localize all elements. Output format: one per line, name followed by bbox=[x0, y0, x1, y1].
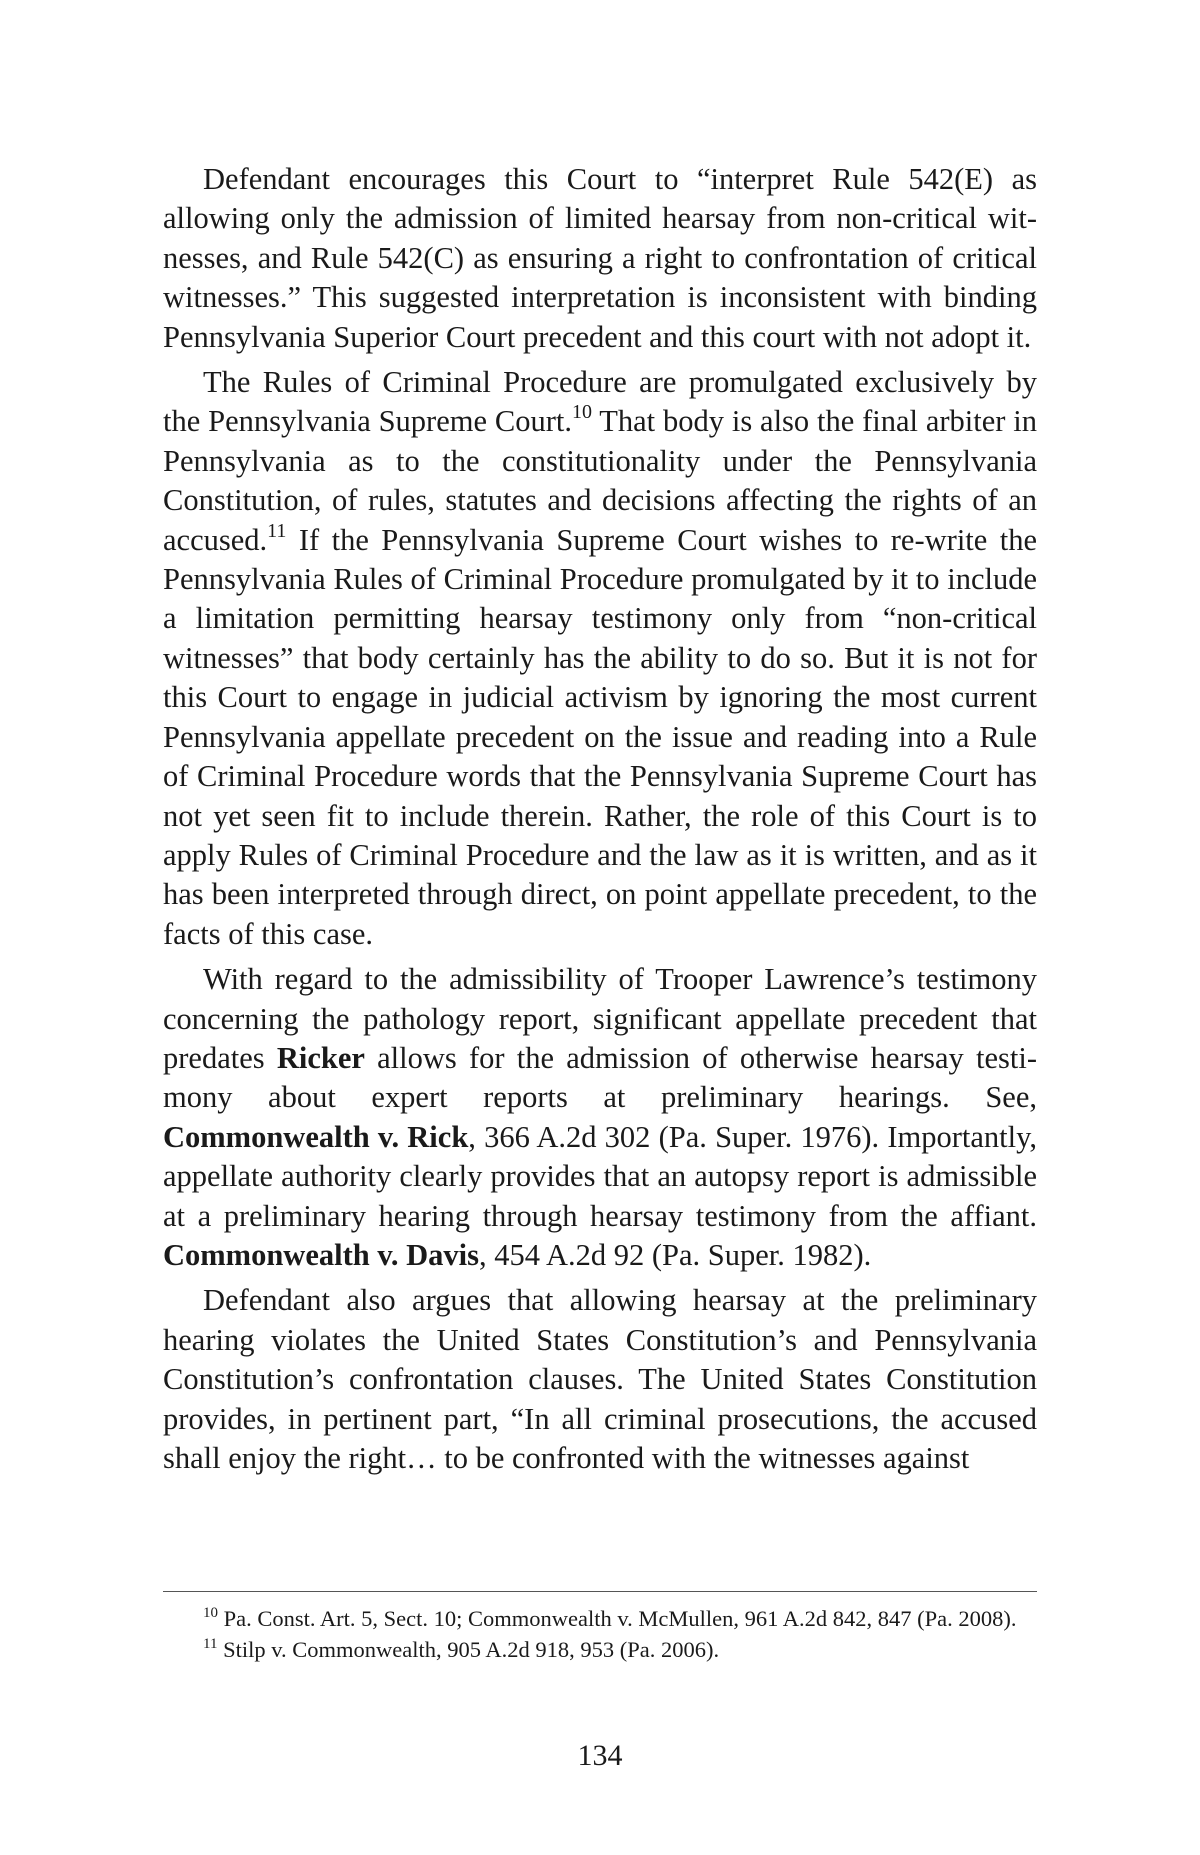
paragraph-3-part-g: , 454 A.2d 92 (Pa. Super. 1982). bbox=[479, 1237, 872, 1272]
case-name-commonwealth-v-davis: Commonwealth v. Davis bbox=[163, 1237, 480, 1272]
case-name-ricker: Ricker bbox=[276, 1040, 365, 1075]
paragraph-3 bbox=[163, 960, 1037, 1275]
footnote-divider bbox=[163, 1591, 1037, 1592]
paragraph-4-text: Defendant also argues that allowing hearsay at the preliminary hearing violates the United States Constitution’s and Pennsylvania Constitution’s confrontation clauses. The United States Constitution provides, in pertinent part, “In all criminal prosecutions, the accused shall enjoy the right… to be confronted with the witnesses against bbox=[163, 1283, 1037, 1475]
paragraph-1-text: Defendant encourages this Court to “interpret Rule 542(E) as allowing only the admission of limited hearsay from non-critical witnesses, and Rule 542(C) as ensuring a right to confrontation of critical witnesses.” This suggested interpretation is inconsistent with binding Pennsylvania Superior Court precedent and this court with not adopt it. bbox=[163, 162, 1037, 354]
footnote-11-text: Stilp v. Commonwealth, 905 A.2d 918, 953 (Pa. 2006). bbox=[217, 1637, 720, 1662]
footnote-ref-11[interactable]: 11 bbox=[267, 519, 287, 542]
main-text bbox=[163, 160, 1037, 1484]
paragraph-1 bbox=[163, 160, 1037, 357]
paragraph-2-part-b: That body is also the final arbiter in Pennsylvania as to the constitutionality under the Pennsylvania Constitution, of rules, statutes and decisions affecting the rights of an accused. bbox=[163, 404, 1038, 557]
paragraph-2-part-a: The Rules of Criminal Procedure are promulgated exclusively by the Pennsylvania Supreme Court. bbox=[163, 365, 1037, 439]
case-name-commonwealth-v-rick: Commonwealth v. Rick bbox=[163, 1119, 469, 1154]
paragraph-3-part-c: allows for the admission of otherwise hearsay testimony about expert reports at preliminary hearings. See, bbox=[163, 1040, 1037, 1115]
paragraph-2 bbox=[163, 363, 1037, 954]
footnote-10 bbox=[163, 1604, 1037, 1633]
footnote-marker-11: 11 bbox=[203, 1635, 218, 1652]
footnote-ref-10[interactable]: 10 bbox=[571, 401, 592, 424]
paragraph-3-part-a: With regard to the admissibility of Trooper Lawrence’s testimony concerning the pathology report, significant appellate precedent that predates bbox=[163, 962, 1037, 1075]
footnotes bbox=[163, 1604, 1037, 1666]
paragraph-2-part-c: If the Pennsylvania Supreme Court wishes to re-write the Pennsylvania Rules of Criminal Procedure promulgated by it to include a limitation permitting hearsay testimony only from “non-critical witnesses” that body certainly has the ability to do so. But it is not for this Court to engage in judicial activism by ignoring the most current Pennsylvania appellate precedent on the issue and reading into a Rule of Criminal Procedure words that the Pennsylvania Supreme Court has not yet seen fit to include therein. Rather, the role of this Court is to apply Rules of Criminal Procedure and the law as it is written, and as it has been interpreted through direct, on point appellate precedent, to the facts of this case. bbox=[163, 522, 1037, 951]
footnote-11 bbox=[163, 1635, 1037, 1664]
footnote-marker-10: 10 bbox=[203, 1604, 218, 1621]
page-number: 134 bbox=[577, 1739, 623, 1772]
paragraph-4 bbox=[163, 1281, 1037, 1478]
paragraph-3-part-e: , 366 A.2d 302 (Pa. Super. 1976). Importantly, appellate authority clearly provides that an autopsy report is admissible at a preliminary hearing through hearsay testimony from the affiant. bbox=[163, 1119, 1037, 1233]
footnote-10-text: Pa. Const. Art. 5, Sect. 10; Commonwealth v. McMullen, 961 A.2d 842, 847 (Pa. 2008). bbox=[218, 1606, 1017, 1631]
